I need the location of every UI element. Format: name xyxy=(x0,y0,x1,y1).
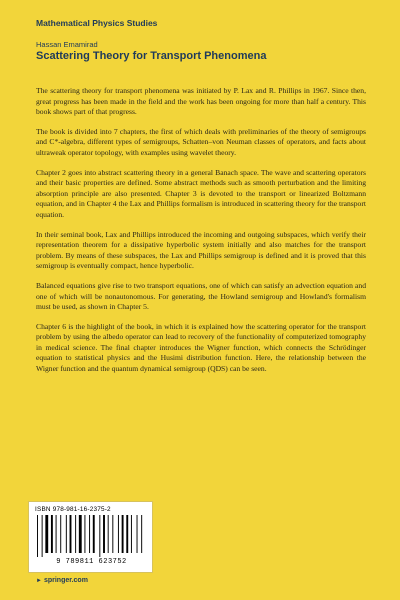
arrow-right-icon: ► xyxy=(36,577,42,584)
book-title: Scattering Theory for Transport Phenomena xyxy=(36,50,267,62)
series-name: Mathematical Physics Studies xyxy=(36,18,158,28)
blurb-paragraph: The scattering theory for transport phenomena was initiated by P. Lax and R. Phillips in 1967. Since then, great progress has been made in the field and the work has been ongoing for more than half a century. This book shows part of that progress. xyxy=(36,86,366,117)
publisher-url: springer.com xyxy=(43,577,88,584)
barcode-icon xyxy=(35,515,146,557)
isbn-label: ISBN 978-981-16-2375-2 xyxy=(35,506,111,513)
blurb-paragraph: Chapter 6 is the highlight of the book, in which it is explained how the scattering operator for the transport problem by using the albedo operator can lead to recovery of the functionality of computerized tomography in medical science. The final chapter introduces the Wigner function, which connects the Schrödinger equation to statistical physics and the Husimi distribution function. Here, the relationship between the Wigner function and the quantum dynamical semigroup (QDS) can be seen. xyxy=(36,321,366,374)
blurb xyxy=(36,86,366,384)
blurb-paragraph: Balanced equations give rise to two transport equations, one of which can satisfy an advection equation and one of which will be nonautonomous. For generating, the Howland semigroup and Howland's formalism must be used, as shown in Chapter 5. xyxy=(36,280,366,312)
blurb-paragraph: In their seminal book, Lax and Phillips introduced the incoming and outgoing subspaces, which verify their representation theorem for a dissipative hyperbolic system initially and also matches for the transport problem. By means of these subspaces, the Lax and Phillips semigroup is defined and it is proved that this semigroup is eventually compact, hence hyperbolic. xyxy=(36,229,366,271)
isbn-barcode-box xyxy=(28,501,153,573)
barcode-digits: 9 789811 623752 xyxy=(56,558,127,566)
author-name: Hassan Emamirad xyxy=(36,40,98,49)
blurb-paragraph: The book is divided into 7 chapters, the first of which deals with preliminaries of the theory of semigroups and C*-algebra, different types of semigroups, Schatten–von Neuman classes of operators, and facts about ultraweak operator topology, with examples using wavelet theory. xyxy=(36,126,366,157)
publisher-link[interactable] xyxy=(36,577,88,584)
blurb-paragraph: Chapter 2 goes into abstract scattering theory in a general Banach space. The wave and scattering operators and their basic properties are defined. Some abstract methods such as smooth perturbation and the limiting absorption principle are also presented. Chapter 3 is devoted to the transport or linearized Boltzmann equation, and in Chapter 4 the Lax and Phillips formalism is introduced in scattering theory for the transport equation. xyxy=(36,167,366,219)
